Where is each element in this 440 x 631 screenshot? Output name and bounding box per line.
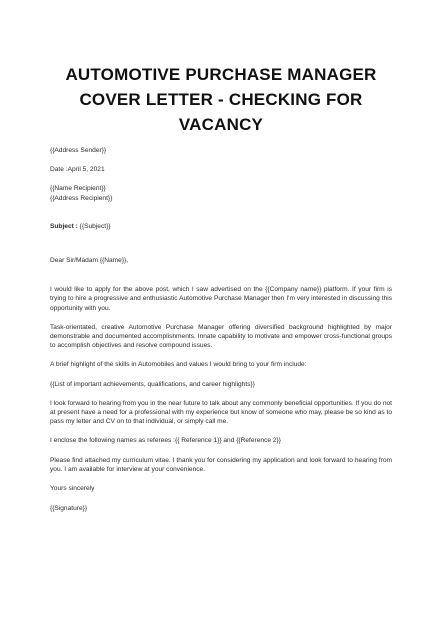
paragraph-intro: I would like to apply for the above post, which I saw advertised on the {{Company name}} platform. If your firm is trying to hire a progressive and enthusiastic Automotive Purchase Manager then I'm very interested in discussing this opportunity with you.	[50, 286, 392, 312]
subject-line	[50, 222, 392, 231]
paragraph-referees: I enclose the following names as referees :{{ Reference 1}} and {{Reference 2}}	[50, 437, 281, 445]
title-line-2: COVER LETTER - CHECKING FOR VACANCY	[79, 90, 363, 134]
name-recipient: {{Name Recipient}}	[50, 185, 106, 193]
signature: {{Signature}}	[50, 505, 88, 513]
address-sender: {{Address Sender}}	[50, 147, 107, 154]
subject-label: Subject :	[50, 222, 78, 230]
paragraph-attachment: Please find attached my curriculum vitae. I thank you for considering my application and look forward to hearing from you. I am available for interview at your convenience.	[50, 456, 392, 473]
salutation: Dear Sir/Madam {{Name}},	[50, 257, 129, 265]
paragraph-skills-intro: A brief highlight of the skills in Automobiles and values I would bring to your firm include:	[50, 361, 307, 369]
letter-body	[50, 146, 392, 513]
closing: Yours sincerely	[50, 485, 95, 493]
paragraph-achievements: {{List of important achievements, qualifications, and career highlights}}	[50, 380, 255, 388]
cover-letter-page	[0, 62, 440, 631]
paragraph-profile: Task-orientated, creative Automotive Purchase Manager offering diversified background highlighted by major demonstrable and documented accomplishments. Innate capability to motivate and empower cross-functional groups to accomplish objectives and resolve compound issues.	[50, 323, 392, 350]
subject-value: {{Subject}}	[77, 222, 111, 230]
title-line-1: AUTOMOTIVE PURCHASE MANAGER	[65, 65, 377, 84]
address-recipient: {{Address Recipient}}	[50, 194, 113, 202]
document-title	[50, 62, 392, 137]
paragraph-follow-up: I look forward to hearing from you in the near future to talk about any commonly beneficial opportunities. If you do not at present have a need for a professional with my experience but know of someone who may, please be so kind as to pass my letter and CV on to that individual, or simply call me.	[50, 399, 392, 426]
letter-date: Date :April 5, 2021	[50, 166, 105, 174]
recipient-block	[50, 184, 392, 202]
